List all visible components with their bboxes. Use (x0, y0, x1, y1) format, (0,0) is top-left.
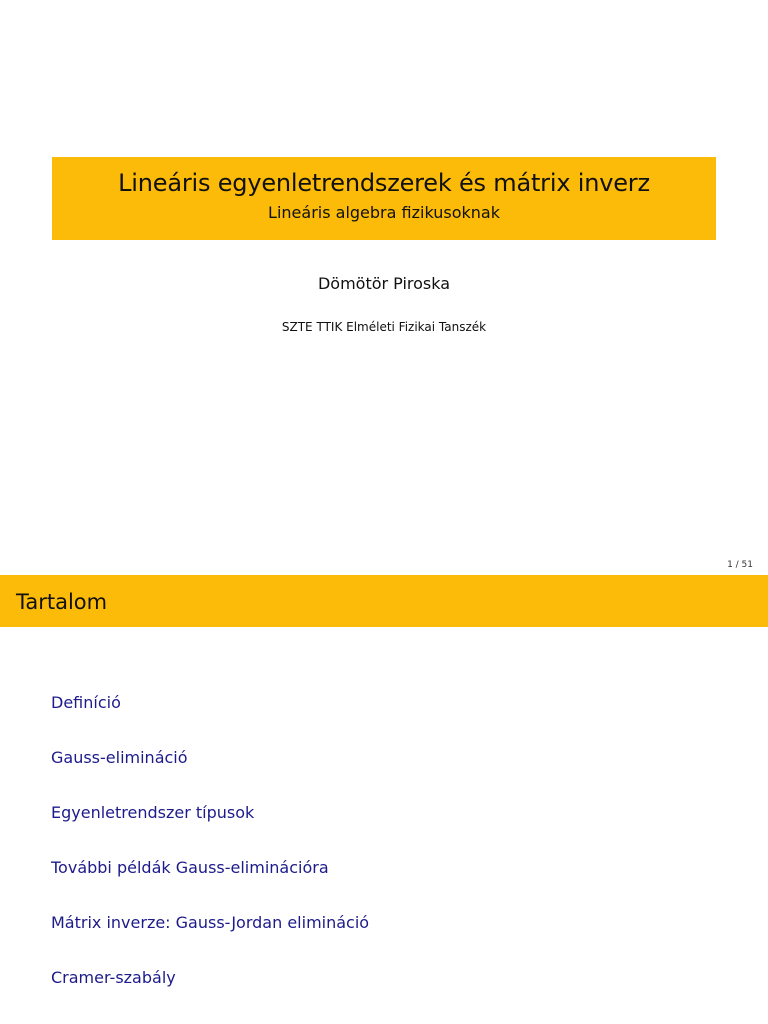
toc-item-definicio[interactable]: Definíció (51, 693, 121, 712)
toc-item-cramer-szabaly[interactable]: Cramer-szabály (51, 968, 176, 987)
toc-item-matrix-inverze[interactable]: Mátrix inverze: Gauss-Jordan elimináció (51, 913, 370, 932)
frame-title: Tartalom (16, 590, 108, 614)
page-number: 1 / 51 (727, 560, 753, 570)
toc-item-gauss-eliminacio[interactable]: Gauss-elimináció (51, 748, 188, 767)
toc-item-egyenletrendszer-tipusok[interactable]: Egyenletrendszer típusok (51, 803, 255, 822)
title-block (52, 157, 716, 240)
frame-title-bar (0, 575, 768, 627)
table-of-contents (51, 691, 369, 1021)
institute-name: SZTE TTIK Elméleti Fizikai Tanszék (281, 320, 487, 334)
toc-item-tovabbi-peldak[interactable]: További példák Gauss-eliminációra (51, 858, 329, 877)
presentation-subtitle: Lineáris algebra fizikusoknak (268, 203, 500, 222)
presentation-title: Lineáris egyenletrendszerek és mátrix inverz (118, 169, 650, 197)
author-name: Dömötör Piroska (317, 274, 451, 293)
